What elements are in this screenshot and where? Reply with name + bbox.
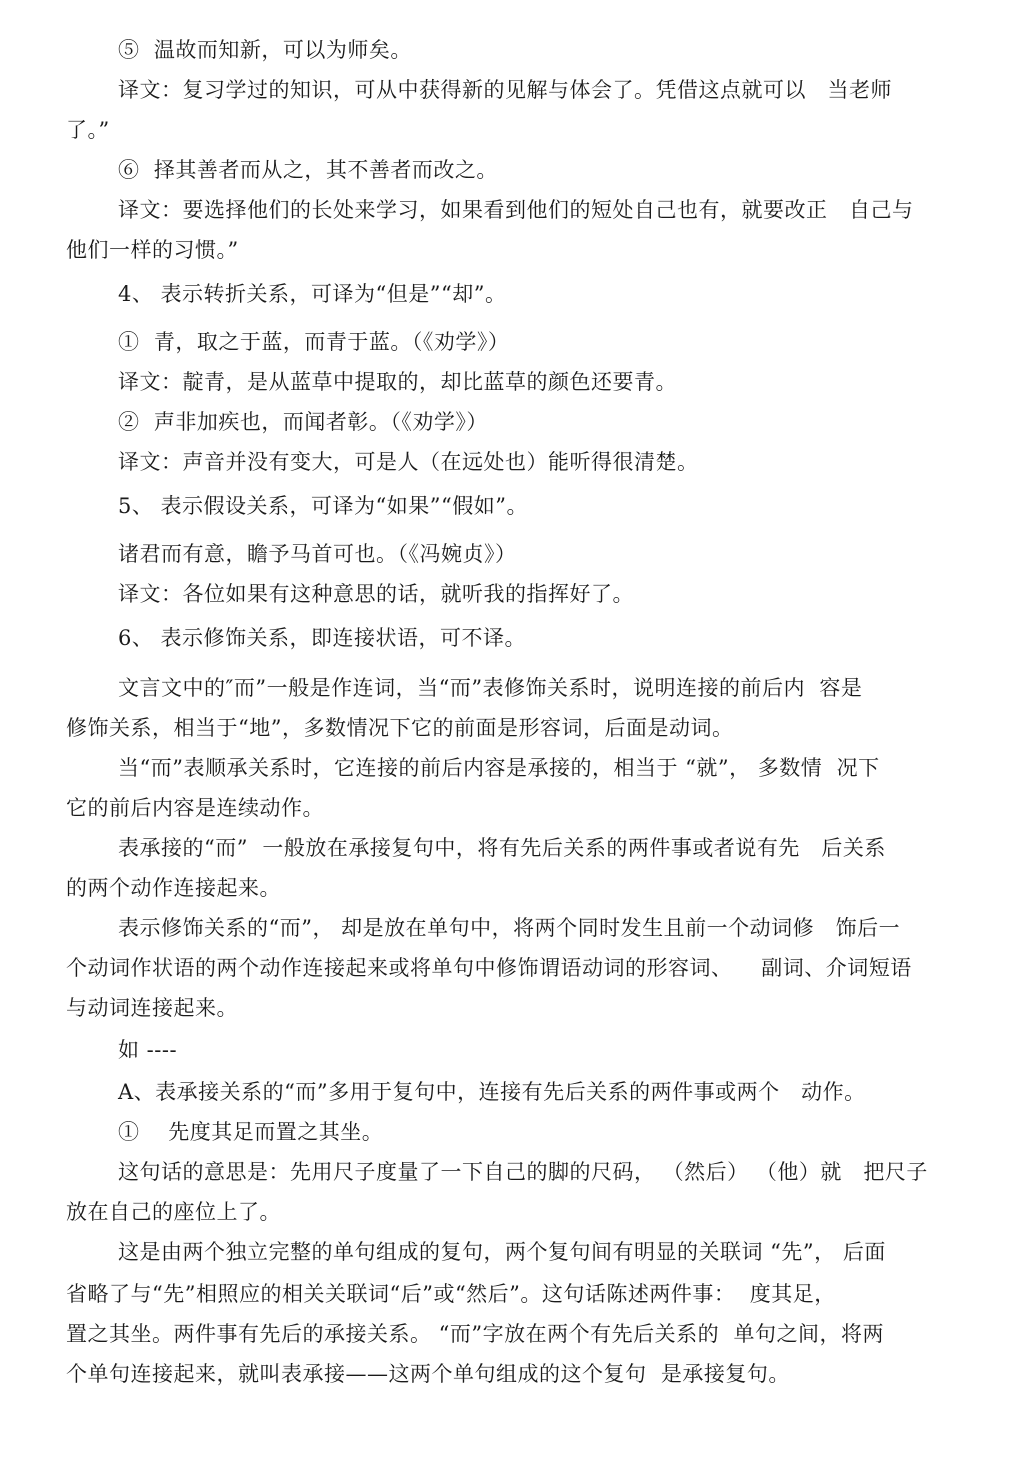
text-line: ① 先度其足而置之其坐。 xyxy=(118,1120,384,1144)
text-line: 个动词作状语的两个动作连接起来或将单句中修饰谓语动词的形容词、 副词、介词短语 xyxy=(66,956,912,980)
text-line: 它的前后内容是连续动作。 xyxy=(66,796,324,820)
text-line: 这句话的意思是：先用尺子度量了一下自己的脚的尺码， （然后） （他）就 把尺子 xyxy=(118,1160,928,1184)
text-line: 表承接的“而” 一般放在承接复句中，将有先后关系的两件事或者说有先 后关系 xyxy=(118,836,886,860)
text-line: 置之其坐。两件事有先后的承接关系。 “而”字放在两个有先后关系的 单句之间，将两 xyxy=(66,1322,884,1346)
text-line: 文言文中的″而”一般是作连词，当“而”表修饰关系时，说明连接的前后内 容是 xyxy=(118,676,863,700)
text-line: 的两个动作连接起来。 xyxy=(66,876,281,900)
text-line: ⑤ 温故而知新，可以为师矣。 xyxy=(118,38,412,62)
text-line: 当“而”表顺承关系时，它连接的前后内容是承接的，相当于 “就”， 多数情 况下 xyxy=(118,756,880,780)
text-line: 诸君而有意，瞻予马首可也。（《冯婉贞》） xyxy=(118,542,517,566)
text-line: 4、 表示转折关系，可译为“但是”“却”。 xyxy=(118,282,507,306)
text-line: 与动词连接起来。 xyxy=(66,996,238,1020)
text-line: 他们一样的习惯。” xyxy=(66,238,239,262)
text-line: 译文：靛青，是从蓝草中提取的，却比蓝草的颜色还要青。 xyxy=(118,370,677,394)
text-line: 这是由两个独立完整的单句组成的复句，两个复句间有明显的关联词 “先”， 后面 xyxy=(118,1240,886,1264)
text-line: 修饰关系，相当于“地”，多数情况下它的前面是形容词，后面是动词。 xyxy=(66,716,734,740)
text-line: 个单句连接起来，就叫表承接——这两个单句组成的这个复句 是承接复句。 xyxy=(66,1362,790,1386)
text-line: 放在自己的座位上了。 xyxy=(66,1200,281,1224)
text-line: 了。” xyxy=(66,118,110,142)
text-line: 译文：声音并没有变大，可是人（在远处也）能听得很清楚。 xyxy=(118,450,699,474)
text-line: 表示修饰关系的“而”， 却是放在单句中，将两个同时发生且前一个动词修 饰后一 xyxy=(118,916,901,940)
text-line: 译文：复习学过的知识，可从中获得新的见解与体会了。凭借这点就可以 当老师 xyxy=(118,78,893,102)
text-line: ② 声非加疾也，而闻者彰。（《劝学》） xyxy=(118,410,488,434)
text-line: 省略了与“先”相照应的相关关联词“后”或“然后”。这句话陈述两件事： 度其足， xyxy=(66,1282,836,1306)
text-line: A、表承接关系的“而”多用于复句中，连接有先后关系的两件事或两个 动作。 xyxy=(118,1080,866,1104)
text-line: 5、 表示假设关系，可译为“如果”“假如”。 xyxy=(118,494,528,518)
text-line: 译文：要选择他们的长处来学习，如果看到他们的短处自己也有，就要改正 自己与 xyxy=(118,198,914,222)
text-line: 6、 表示修饰关系，即连接状语，可不译。 xyxy=(118,626,527,650)
text-line: ① 青，取之于蓝，而青于蓝。（《劝学》） xyxy=(118,330,510,354)
text-line: 译文：各位如果有这种意思的话，就听我的指挥好了。 xyxy=(118,582,634,606)
text-line: ⑥ 择其善者而从之，其不善者而改之。 xyxy=(118,158,498,182)
text-line: 如 ---- xyxy=(118,1038,178,1062)
